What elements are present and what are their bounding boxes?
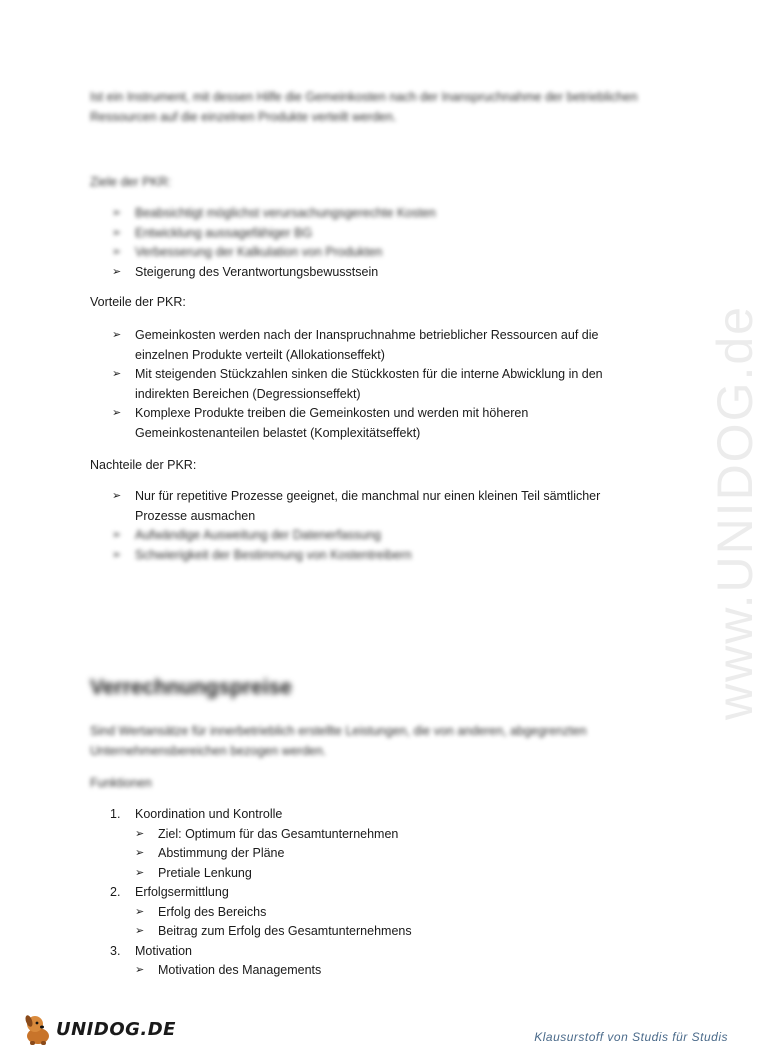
list-item: ➢ Steigerung des Verantwortungsbewusstsein: [90, 263, 670, 283]
section-heading: Verrechnungspreise: [90, 676, 292, 699]
arrow-bullet-icon: ➢: [112, 226, 122, 239]
list-item: ➢ Verbesserung der Kalkulation von Produkten: [90, 243, 670, 263]
list-item: ➢ Abstimmung der Pläne: [135, 844, 670, 864]
numbered-item: 3. Motivation ➢ Motivation des Managements: [90, 942, 670, 981]
arrow-bullet-icon: ➢: [112, 246, 122, 258]
funktionen-title: Funktionen: [90, 776, 152, 790]
list-item: ➢ Komplexe Produkte treiben die Gemeinkosten und werden mit höheren Gemeinkostenanteilen belastet (Komplexitätseffekt): [112, 406, 529, 440]
arrow-bullet-icon: ➢: [112, 329, 122, 341]
nachteile-list: [90, 487, 650, 565]
numbered-item: 2. Erfolgsermittlung ➢ Erfolg des Bereichs ➢ Beitrag zum Erfolg des Gesamtunternehmens: [90, 883, 670, 942]
arrow-bullet-icon: ➢: [112, 490, 122, 502]
ziele-title: Ziele der PKR:: [90, 175, 172, 189]
arrow-bullet-icon: ➢: [112, 207, 122, 219]
arrow-bullet-icon: ➢: [135, 964, 145, 976]
list-item: ➢ Beabsichtigt möglichst verursachungsgerechte Kosten: [90, 204, 670, 224]
list-item: ➢ Nur für repetitive Prozesse geeignet, die manchmal nur einen kleinen Teil sämtlicher Prozesse ausmachen: [112, 489, 601, 523]
arrow-bullet-icon: ➢: [112, 265, 122, 278]
funktionen-list: [90, 805, 670, 981]
dog-mascot-icon: [22, 1012, 54, 1046]
watermark: www.UNIDOG.de: [707, 305, 763, 720]
list-item: ➢ Erfolg des Bereichs: [135, 903, 670, 923]
list-item: ➢ Gemeinkosten werden nach der Inanspruchnahme betrieblicher Ressourcen auf die einzelnen Produkte verteilt (Allokationseffekt): [112, 328, 599, 362]
logo-text: UNIDOG.DE: [56, 1018, 176, 1040]
intro-paragraph: Ist ein Instrument, mit dessen Hilfe die Gemeinkosten nach der Inanspruchnahme der betrieblichen Ressourcen auf die einzelnen Produkte verteilt werden.: [90, 90, 638, 124]
arrow-bullet-icon: ➢: [112, 548, 122, 561]
unidog-logo[interactable]: [22, 1012, 176, 1046]
arrow-bullet-icon: ➢: [135, 925, 145, 937]
list-item: ➢ Pretiale Lenkung: [135, 864, 670, 884]
vorteile-title: Vorteile der PKR:: [90, 295, 186, 309]
sub-list: [135, 961, 670, 981]
sub-list: [135, 825, 670, 884]
list-item: ➢ Mit steigenden Stückzahlen sinken die Stückkosten für die interne Abwicklung in den indirekten Bereichen (Degressionseffekt): [112, 367, 603, 401]
list-item: ➢ Schwierigkeit der Bestimmung von Kostentreibern: [90, 546, 650, 566]
arrow-bullet-icon: ➢: [135, 847, 145, 859]
section-definition: Sind Wertansätze für innerbetrieblich erstellte Leistungen, die von anderen, abgegrenzten Unternehmensbereichen bezogen werden.: [90, 724, 587, 758]
arrow-bullet-icon: ➢: [112, 368, 122, 380]
list-item: ➢ Motivation des Managements: [135, 961, 670, 981]
arrow-bullet-icon: ➢: [135, 827, 145, 840]
footer-tagline: Klausurstoff von Studis für Studis: [534, 1030, 728, 1044]
arrow-bullet-icon: ➢: [112, 407, 122, 419]
arrow-bullet-icon: ➢: [135, 866, 145, 879]
sub-list: [135, 903, 670, 942]
list-item: ➢ Aufwändige Ausweitung der Datenerfassung: [90, 526, 650, 546]
nachteile-title: Nachteile der PKR:: [90, 458, 197, 472]
numbered-item: 1. Koordination und Kontrolle ➢ Ziel: Optimum für das Gesamtunternehmen ➢ Abstimmung der Pläne ➢ Pretiale Lenkung: [90, 805, 670, 883]
list-item: ➢ Ziel: Optimum für das Gesamtunternehmen: [135, 825, 670, 845]
vorteile-list: [90, 326, 650, 443]
arrow-bullet-icon: ➢: [112, 529, 122, 541]
list-item: ➢ Entwicklung aussagefähiger BG: [90, 224, 670, 244]
arrow-bullet-icon: ➢: [135, 905, 145, 918]
ziele-list: [90, 204, 670, 282]
list-item: ➢ Beitrag zum Erfolg des Gesamtunternehmens: [135, 922, 670, 942]
